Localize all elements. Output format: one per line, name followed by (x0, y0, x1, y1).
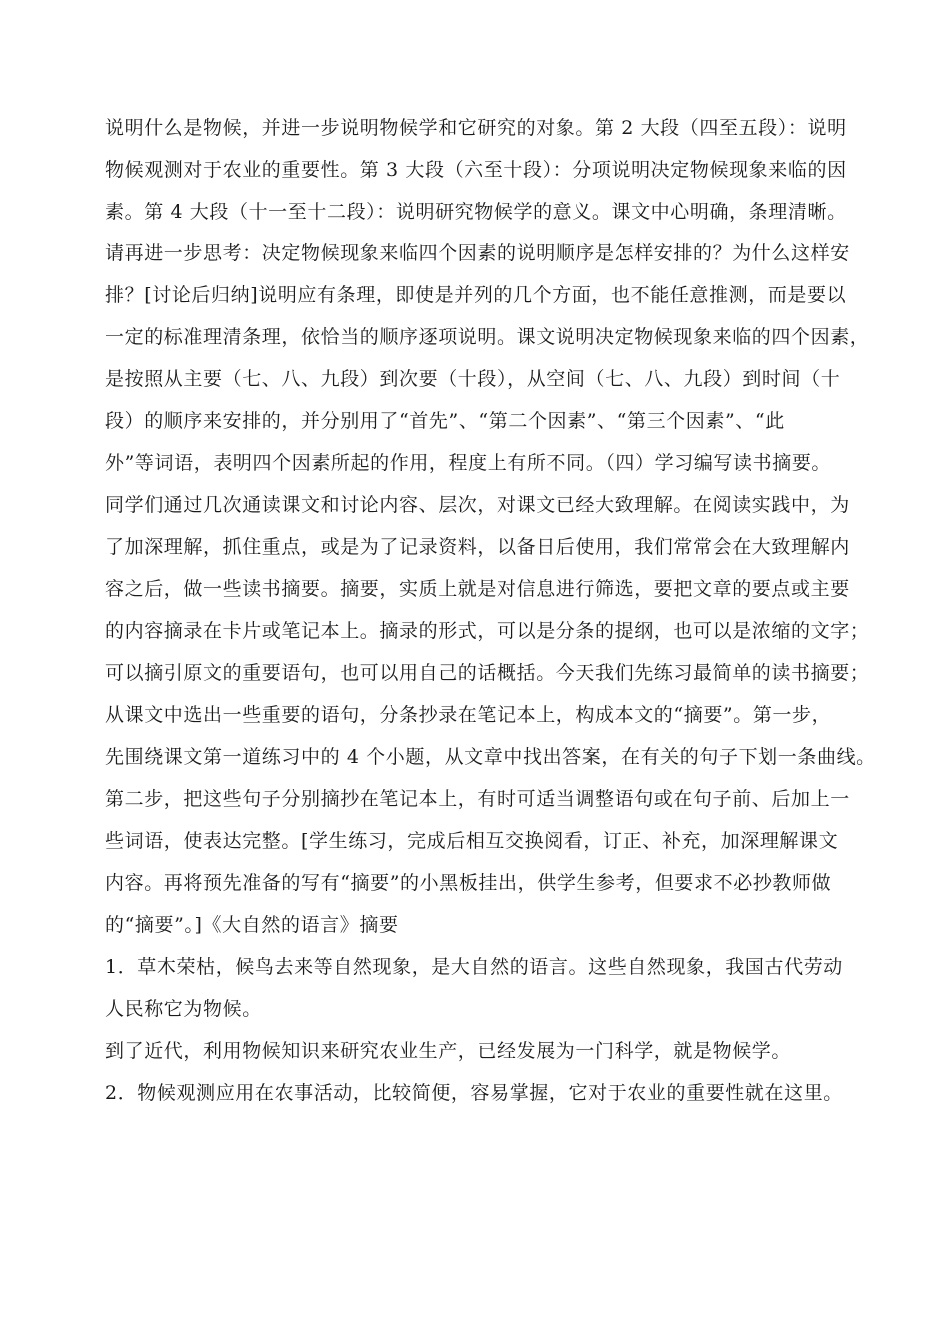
text-line: 可以摘引原文的重要语句，也可以用自己的话概括。今天我们先练习最简单的读书摘要； (105, 662, 870, 684)
text-line: 先围绕课文第一道练习中的 4 个小题，从文章中找出答案，在有关的句子下划一条曲线。 (105, 746, 876, 768)
text-line: 是按照从主要（七、八、九段）到次要（十段），从空间（七、八、九段）到时间（十 (105, 368, 841, 390)
text-line: 外”等词语，表明四个因素所起的作用，程度上有所不同。（四）学习编写读书摘要。 (105, 452, 832, 474)
text-line: 到了近代，利用物候知识来研究农业生产，已经发展为一门科学，就是物候学。 (105, 1040, 792, 1062)
text-line: 1．草木荣枯，候鸟去来等自然现象，是大自然的语言。这些自然现象，我国古代劳动 (105, 956, 843, 978)
text-line: 容之后，做一些读书摘要。摘要，实质上就是对信息进行筛选，要把文章的要点或主要 (105, 578, 850, 600)
text-line: 排？[讨论后归纳]说明应有条理，即使是并列的几个方面，也不能任意推测，而是要以 (105, 284, 847, 306)
text-line: 素。第 4 大段（十一至十二段）：说明研究物候学的意义。课文中心明确，条理清晰。 (105, 201, 847, 223)
text-line: 第二步，把这些句子分别摘抄在笔记本上，有时可适当调整语句或在句子前、后加上一 (105, 788, 850, 810)
text-line: 同学们通过几次通读课文和讨论内容、层次，对课文已经大致理解。在阅读实践中，为 (105, 494, 850, 516)
text-line: 人民称它为物候。 (105, 998, 262, 1020)
text-line: 了加深理解，抓住重点，或是为了记录资料，以备日后使用，我们常常会在大致理解内 (105, 536, 850, 558)
text-line: 请再进一步思考：决定物候现象来临四个因素的说明顺序是怎样安排的？为什么这样安 (105, 242, 850, 264)
text-line: 2．物候观测应用在农事活动，比较简便，容易掌握，它对于农业的重要性就在这里。 (105, 1082, 843, 1104)
text-line: 从课文中选出一些重要的语句，分条抄录在笔记本上，构成本文的“摘要”。第一步， (105, 704, 832, 726)
text-line: 的内容摘录在卡片或笔记本上。摘录的形式，可以是分条的提纲，也可以是浓缩的文字； (105, 620, 870, 642)
text-line: 些词语，使表达完整。[学生练习，完成后相互交换阅看，订正、补充，加深理解课文 (105, 830, 839, 852)
text-line: 段）的顺序来安排的，并分别用了“首先”、“第二个因素”、“第三个因素”、“此 (105, 410, 785, 432)
text-line: 说明什么是物候，并进一步说明物候学和它研究的对象。第 2 大段（四至五段）：说明 (105, 117, 847, 139)
text-line: 物候观测对于农业的重要性。第 3 大段（六至十段）：分项说明决定物候现象来临的因 (105, 159, 847, 181)
text-line: 内容。再将预先准备的写有“摘要”的小黑板挂出，供学生参考，但要求不必抄教师做 (105, 872, 832, 894)
text-line: 一定的标准理清条理，依恰当的顺序逐项说明。课文说明决定物候现象来临的四个因素， (105, 326, 870, 348)
text-line: 的“摘要”。]《大自然的语言》摘要 (105, 914, 399, 936)
